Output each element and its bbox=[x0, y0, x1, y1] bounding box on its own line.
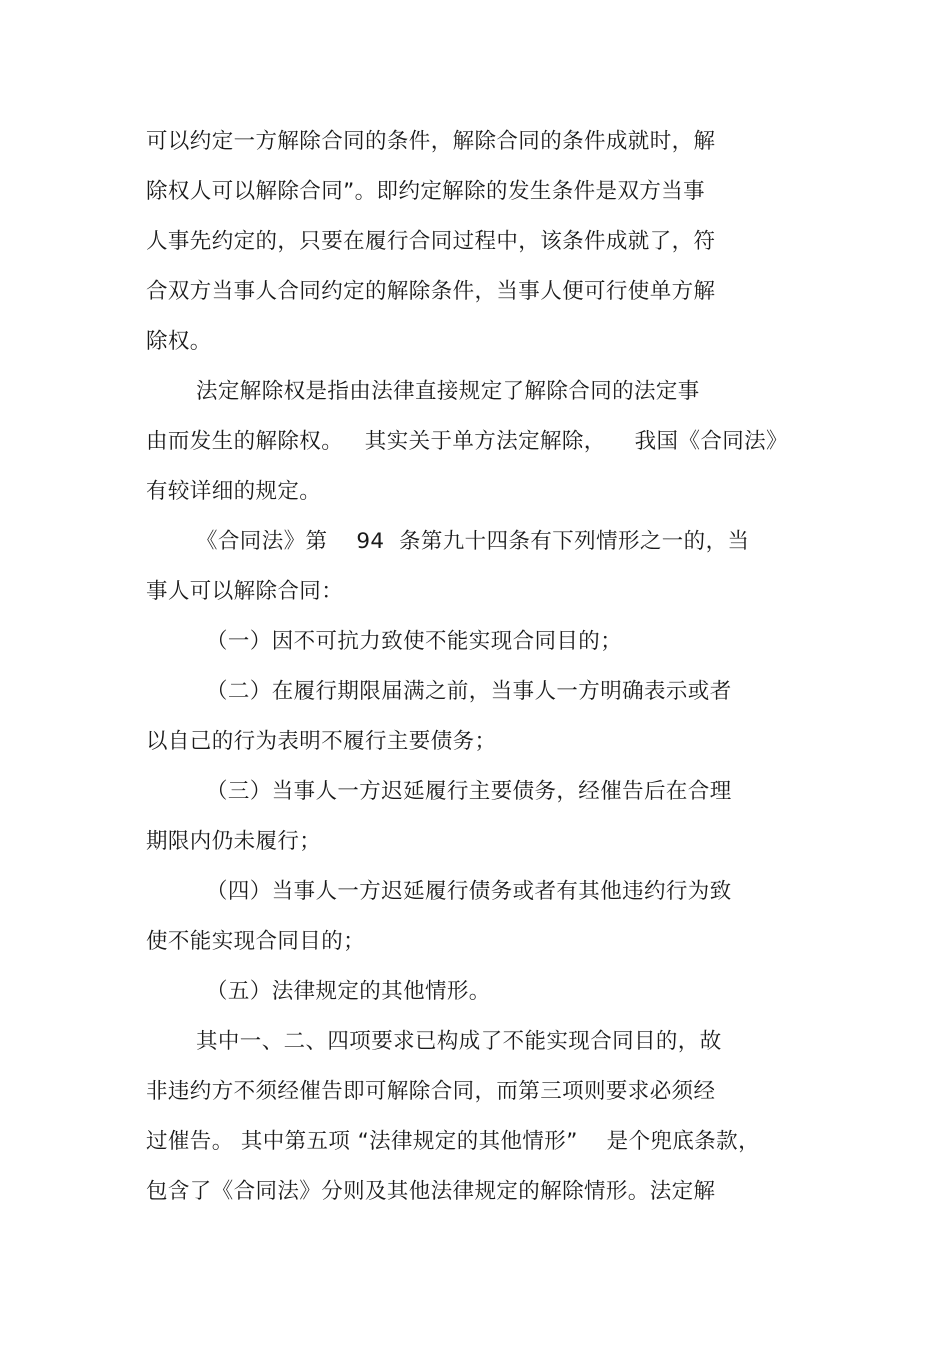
text-line: 除权。 bbox=[146, 329, 212, 354]
list-item: （一）因不可抗力致使不能实现合同目的； bbox=[206, 629, 623, 654]
list-item: （四）当事人一方迟延履行债务或者有其他违约行为致 bbox=[206, 879, 732, 904]
text-line: 非违约方不须经催告即可解除合同，而第三项则要求必须经 bbox=[146, 1079, 716, 1104]
list-item: （二）在履行期限届满之前，当事人一方明确表示或者 bbox=[206, 679, 732, 704]
text-line: 过催告。 其中第五项 “法律规定的其他情形” 是个兜底条款， bbox=[146, 1129, 760, 1154]
text-line: 由而发生的解除权。 其实关于单方法定解除， 我国《合同法》 bbox=[146, 429, 788, 454]
text-line: 人事先约定的，只要在履行合同过程中，该条件成就了，符 bbox=[146, 229, 716, 254]
text-line: 包含了《合同法》分则及其他法律规定的解除情形。法定解 bbox=[146, 1179, 716, 1204]
text-line: 有较详细的规定。 bbox=[146, 479, 322, 504]
text-line: 合双方当事人合同约定的解除条件，当事人便可行使单方解 bbox=[146, 279, 716, 304]
text-line: 以自己的行为表明不履行主要债务； bbox=[146, 729, 497, 754]
text-line: 事人可以解除合同： bbox=[146, 579, 344, 604]
list-item: （三）当事人一方迟延履行主要债务，经催告后在合理 bbox=[206, 779, 732, 804]
text-line: 可以约定一方解除合同的条件，解除合同的条件成就时，解 bbox=[146, 129, 716, 154]
text-line: 法定解除权是指由法律直接规定了解除合同的法定事 bbox=[196, 379, 700, 404]
list-item: （五）法律规定的其他情形。 bbox=[206, 979, 491, 1004]
text-line: 《合同法》第 94 条第九十四条有下列情形之一的，当 bbox=[196, 529, 750, 554]
text-line: 使不能实现合同目的； bbox=[146, 929, 366, 954]
text-line: 除权人可以解除合同”。即约定解除的发生条件是双方当事 bbox=[146, 179, 706, 204]
text-line: 其中一、二、四项要求已构成了不能实现合同目的，故 bbox=[196, 1029, 722, 1054]
text-line: 期限内仍未履行； bbox=[146, 829, 322, 854]
